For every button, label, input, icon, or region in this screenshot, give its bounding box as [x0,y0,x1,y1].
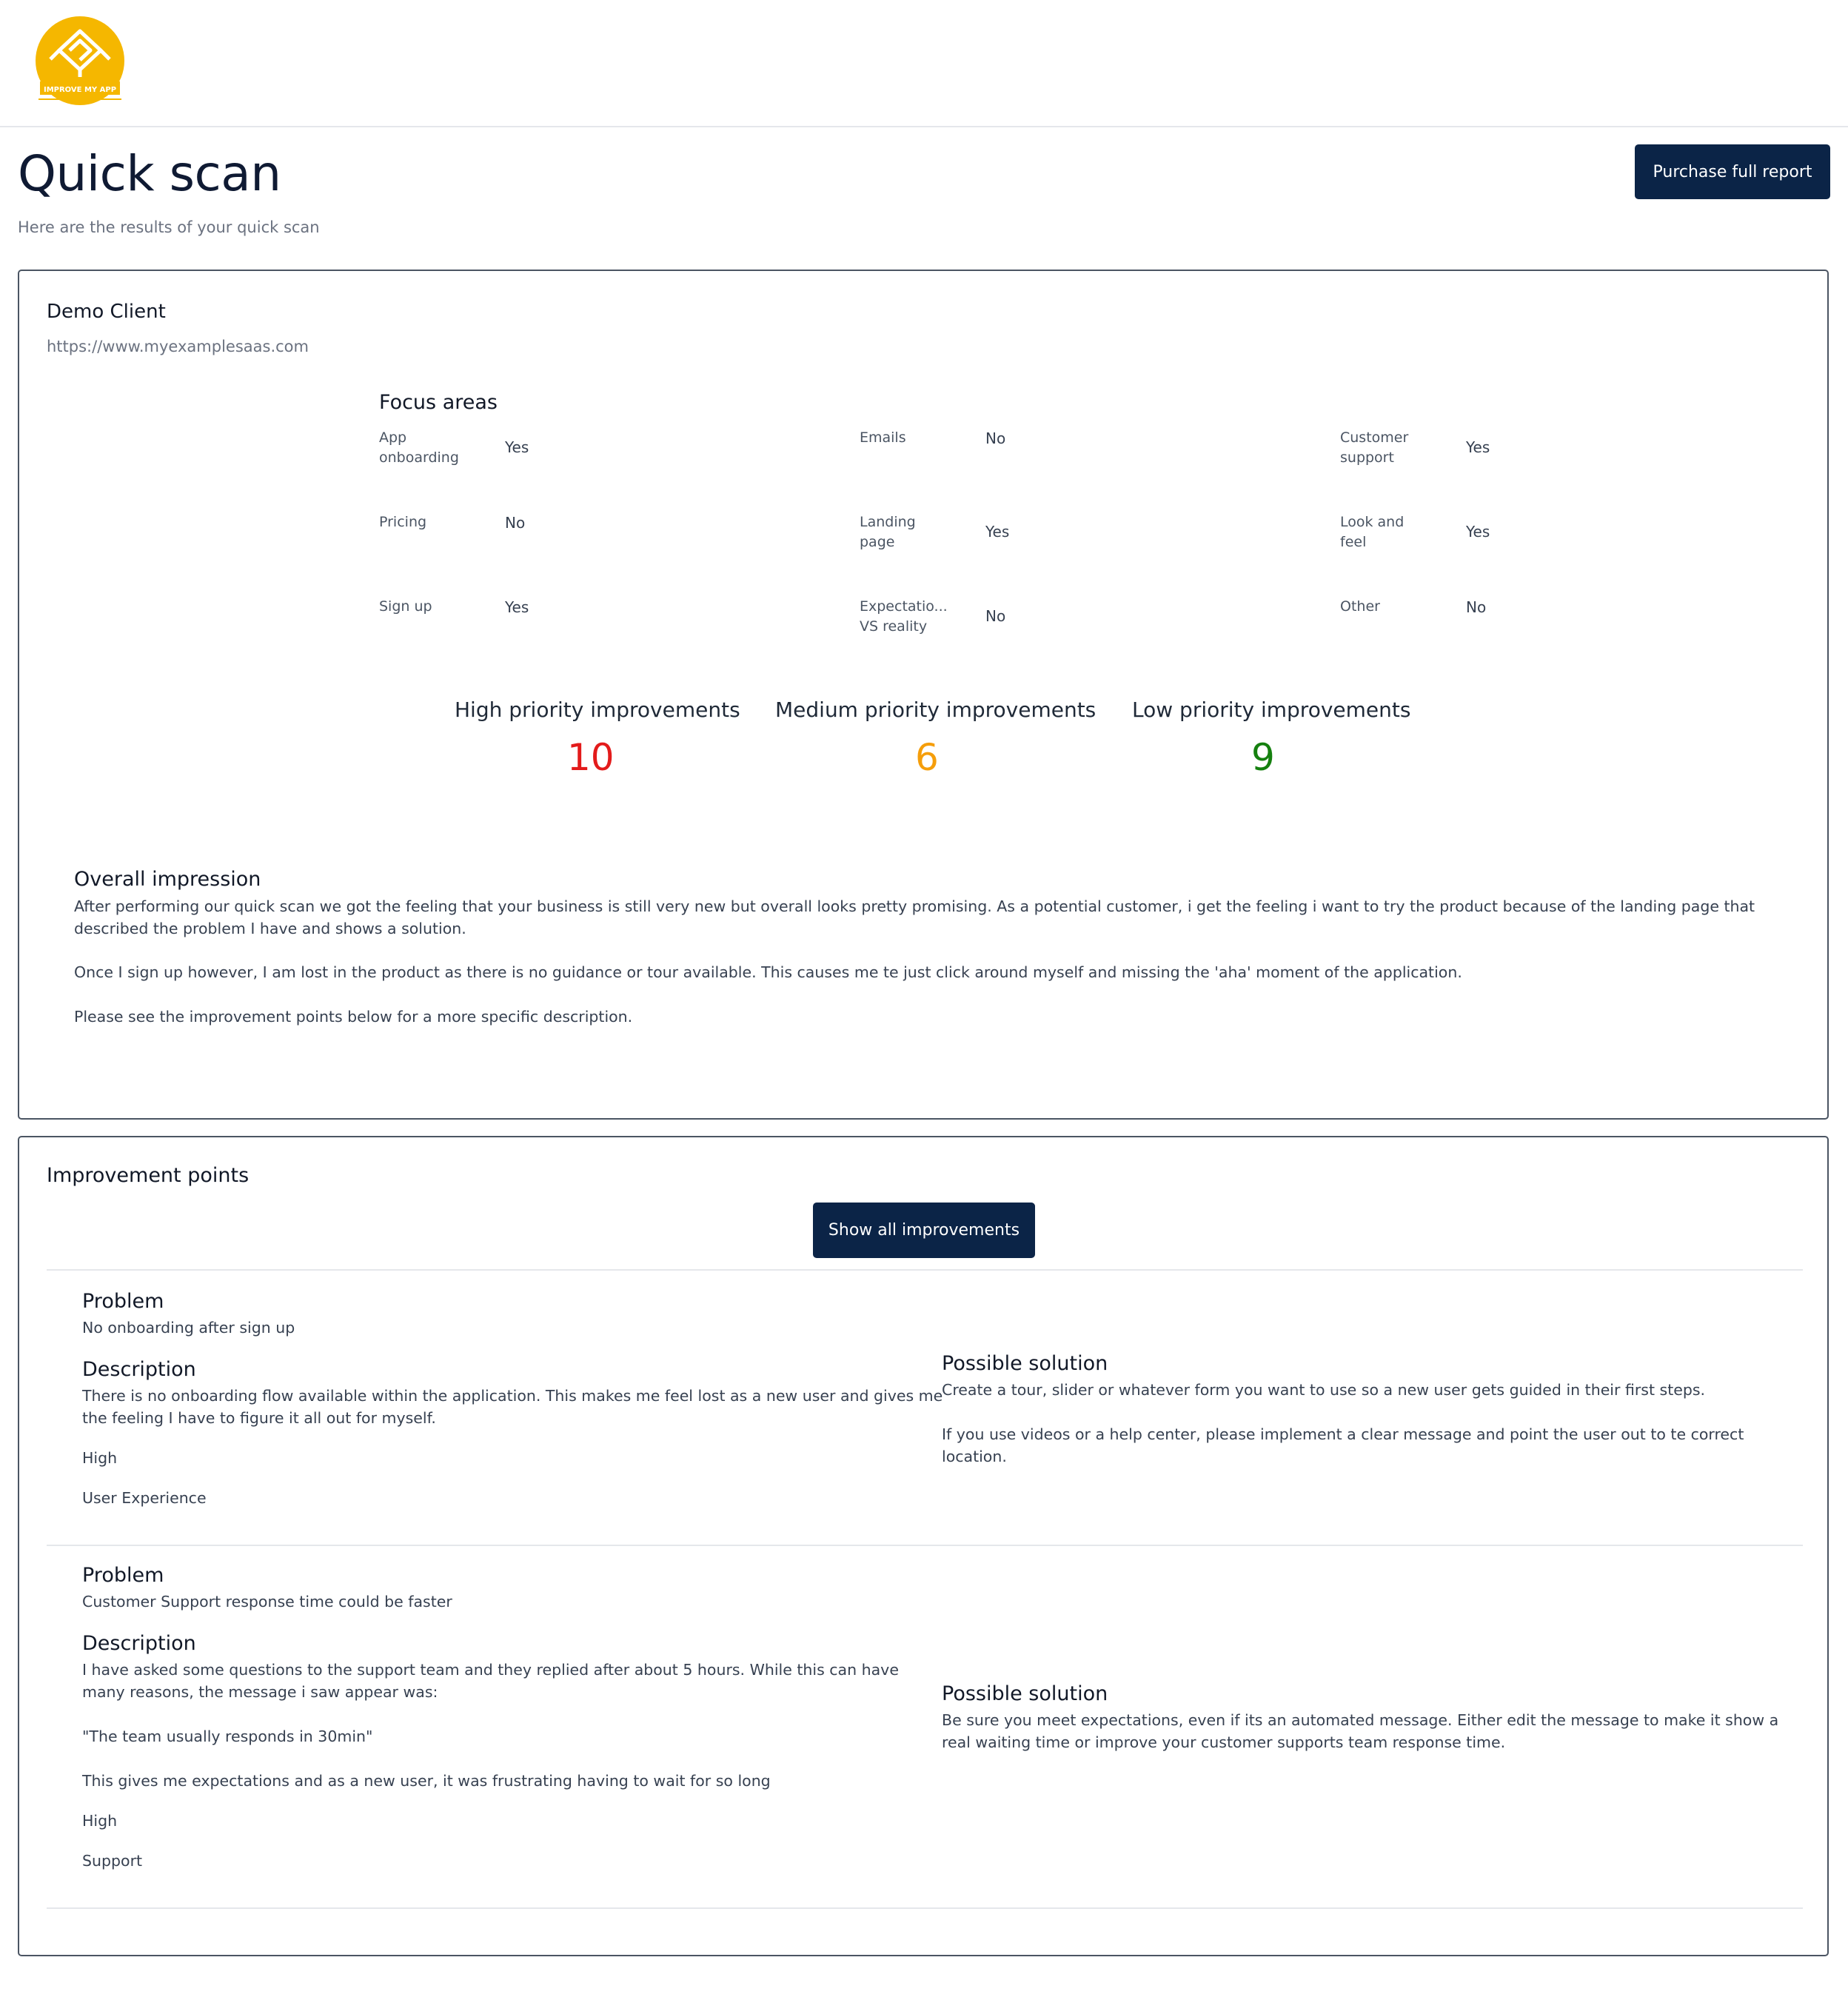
priority-value: High [82,1812,118,1830]
show-all-improvements-button[interactable]: Show all improvements [813,1203,1035,1258]
problem-heading: Problem [82,1564,164,1587]
description-heading: Description [82,1358,196,1381]
logo-text: IMPROVE MY APP [43,86,117,94]
solution-text-2: If you use videos or a help center, please implement a clear message and point the user out to te correct location. [942,1425,1744,1465]
focus-area-value: No [985,429,1006,447]
divider [47,1907,1803,1909]
overall-impression-title: Overall impression [74,868,261,891]
top-bar [0,0,1848,127]
focus-area-value: No [985,607,1006,625]
problem-text: No onboarding after sign up [82,1319,295,1337]
focus-area-label-line: Sign up [379,598,432,615]
problem-text: Customer Support response time could be faster [82,1593,452,1611]
description-quote: "The team usually responds in 30min" [82,1728,373,1745]
description-heading: Description [82,1632,196,1655]
focus-area-label-line: Emails [860,429,906,446]
focus-area-label [379,597,475,617]
client-url: https://www.myexamplesaas.com [47,338,309,355]
focus-area-value: Yes [505,598,529,616]
focus-area-label-line: onboarding [379,449,459,466]
focus-area-label-line: feel [1340,534,1367,550]
focus-area-label [1340,512,1436,552]
improvement-points-card [18,1136,1829,1956]
focus-areas-title: Focus areas [379,391,498,414]
divider [47,1269,1803,1271]
focus-area-label-line: VS reality [860,618,928,635]
solution-text-1: Create a tour, slider or whatever form you want to use so a new user gets guided in their first steps. [942,1381,1706,1399]
description-text-1: I have asked some questions to the support team and they replied after about 5 hours. While this can have many reasons, the message i saw appear was: [82,1661,899,1701]
solution-text-1: Be sure you meet expectations, even if its an automated message. Either edit the message to make it show a real waiting time or improve your customer supports team response time. [942,1711,1779,1751]
improvement-points-title: Improvement points [47,1164,250,1187]
client-overview-card [18,270,1829,1120]
focus-area-label-line: App [379,429,407,446]
solution-heading: Possible solution [942,1682,1108,1705]
low-priority-count: 9 [1251,736,1275,779]
client-name: Demo Client [47,301,166,323]
purchase-full-report-button[interactable]: Purchase full report [1635,144,1830,199]
focus-area-label-line: Customer [1340,429,1409,446]
focus-area-value: No [505,514,526,532]
overall-paragraph-1: After performing our quick scan we got the feeling that your business is still very new but overall looks pretty promising. As a potential customer, i get the feeling i want to try the product because of the landing page that described the problem I have and shows a solution. [74,897,1755,937]
focus-area-label-line: support [1340,449,1394,466]
focus-area-label-line: Other [1340,598,1380,615]
description-text-2: This gives me expectations and as a new user, it was frustrating having to wait for so long [82,1772,771,1790]
focus-area-label-line: Look and [1340,514,1405,530]
focus-area-label [379,512,475,532]
high-priority-count: 10 [567,736,615,779]
page-subtitle: Here are the results of your quick scan [18,218,320,236]
medium-priority-label: Medium priority improvements [775,698,1097,722]
focus-area-label [1340,597,1436,617]
improve-my-app-logo[interactable] [33,15,127,107]
solution-heading: Possible solution [942,1352,1108,1375]
description-text: There is no onboarding flow available within the application. This makes me feel lost as a new user and gives me the feeling I have to figure it all out for myself. [82,1387,943,1427]
category-value: Support [82,1852,143,1870]
focus-area-value: Yes [1466,523,1490,541]
focus-area-label-line: Pricing [379,514,427,530]
problem-heading: Problem [82,1290,164,1313]
page-title: Quick scan [18,145,281,202]
focus-area-label-line: Landing [860,514,916,530]
focus-area-label [1340,428,1436,468]
focus-area-label [860,512,956,552]
focus-area-value: Yes [985,523,1010,541]
category-value: User Experience [82,1489,207,1507]
divider [47,1545,1803,1546]
priority-value: High [82,1449,118,1467]
focus-area-label [860,597,956,637]
low-priority-label: Low priority improvements [1132,698,1411,722]
overall-paragraph-2: Once I sign up however, I am lost in the product as there is no guidance or tour available. This causes me te just click around myself and missing the 'aha' moment of the application. [74,963,1462,981]
focus-area-value: Yes [505,438,529,456]
focus-area-value: No [1466,598,1487,616]
focus-area-label-line: Expectatio... [860,598,948,615]
focus-area-label-line: page [860,534,895,550]
overall-paragraph-3: Please see the improvement points below for a more specific description. [74,1008,633,1026]
high-priority-label: High priority improvements [455,698,740,722]
focus-area-label [379,428,475,468]
focus-area-label [860,428,956,448]
focus-area-value: Yes [1466,438,1490,456]
medium-priority-count: 6 [915,736,939,779]
